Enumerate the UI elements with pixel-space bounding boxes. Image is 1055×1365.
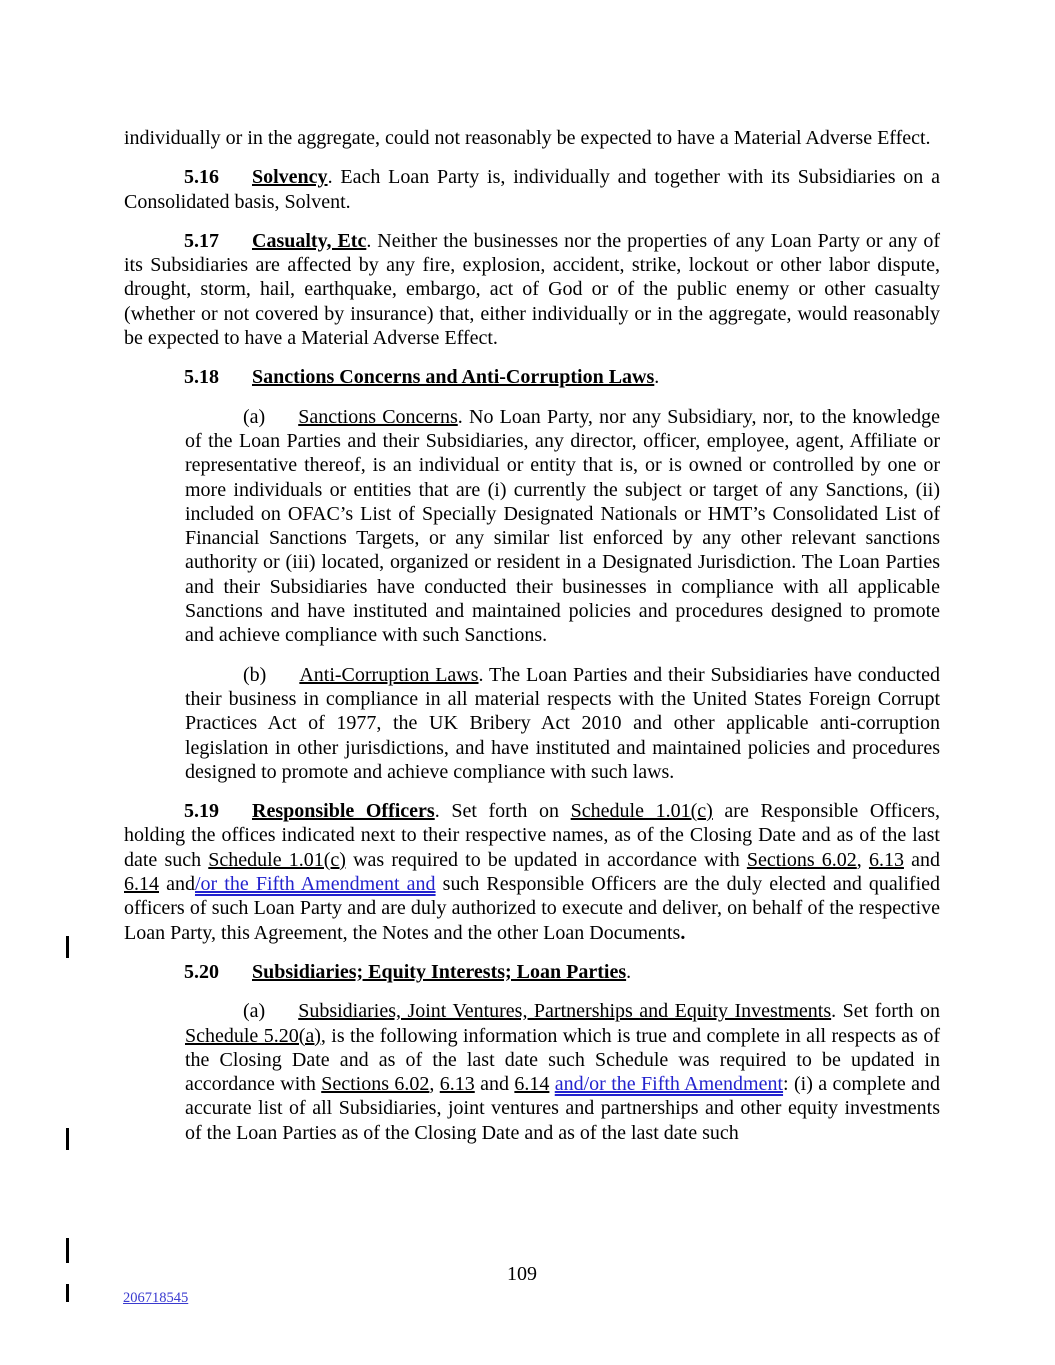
change-bar — [66, 1284, 69, 1302]
document-body — [124, 126, 940, 1145]
change-bar — [66, 1238, 69, 1263]
page-number: 109 — [507, 1263, 537, 1285]
section-5-18-b-anti-corruption-laws: (b) Anti-Corruption Laws. The Loan Parties and their Subsidiaries have conducted their business in compliance in all material respects with the United States Foreign Corrupt Practices Act of 1977, the UK Bribery Act 2010 and other applicable anti-corruption legislation in other jurisdictions, and have instituted and maintained policies and procedures designed to promote and achieve compliance with such laws. — [185, 663, 940, 783]
section-5-18-a-sanctions-concerns: (a) Sanctions Concerns. No Loan Party, nor any Subsidiary, nor, to the knowledge of the Loan Parties and their Subsidiaries, any director, officer, employee, agent, Affiliate or representative thereof, is an individual or entity that is, or is owned or controlled by one or more individuals or entities that are (i) currently the subject or target of any Sanctions, (ii) included on OFAC’s List of Specially Designated Nationals or HMT’s Consolidated List of Financial Sanctions Targets, or any similar list enforced by any other relevant sanctions authority or (iii) located, organized or resident in a Designated Jurisdiction. The Loan Parties and their Subsidiaries have conducted their businesses in compliance with all applicable Sanctions and have instituted and maintained policies and procedures designed to promote and achieve compliance with such Sanctions. — [185, 405, 941, 647]
document-id-link[interactable]: 206718545 — [123, 1290, 189, 1306]
section-5-20-a-subsidiaries: (a) Subsidiaries, Joint Ventures, Partnerships and Equity Investments. Set forth on Schedule 5.20(a), is the following information which is true and complete in all respects as of the Closing Date and as of the last date such Schedule was required to be updated in accordance with Sections 6.02, 6.13 and 6.14 and/or the Fifth Amendment: (i) a complete and accurate list of all Subsidiaries, joint ventures and partnerships and other equity investments of the Loan Parties as of the Closing Date and as of the last date such — [185, 1000, 941, 1144]
section-5-20-heading: 5.20 Subsidiaries; Equity Interests; Loan Parties. — [184, 960, 632, 983]
section-5-17-casualty: 5.17 Casualty, Etc. Neither the businesses nor the properties of any Loan Party or any of its Subsidiaries are affected by any fire, explosion, accident, strike, lockout or other labor dispute, drought, storm, hail, earthquake, embargo, act of God or of the public enemy or other casualty (whether or not covered by insurance) that, either individually or in the aggregate, would reasonably be expected to have a Material Adverse Effect. — [124, 229, 940, 350]
section-5-19-responsible-officers: 5.19 Responsible Officers. Set forth on Schedule 1.01(c) are Responsible Officers, holding the offices indicated next to their respective names, as of the Closing Date and as of the last date such Schedule 1.01(c) was required to be updated in accordance with Sections 6.02, 6.13 and 6.14 and/or the Fifth Amendment and such Responsible Officers are the duly elected and qualified officers of such Loan Party and are duly authorized to execute and deliver, on behalf of the respective Loan Party, this Agreement, the Notes and the other Loan Documents. — [124, 800, 941, 944]
section-5-18-heading: 5.18 Sanctions Concerns and Anti-Corruption Laws. — [184, 366, 660, 389]
change-bar — [66, 1128, 69, 1150]
section-5-16-solvency: 5.16 Solvency. Each Loan Party is, individually and together with its Subsidiaries on a Consolidated basis, Solvent. — [124, 166, 940, 213]
change-bar — [66, 936, 69, 958]
continuation-paragraph: individually or in the aggregate, could not reasonably be expected to have a Material Adverse Effect. — [124, 127, 931, 149]
